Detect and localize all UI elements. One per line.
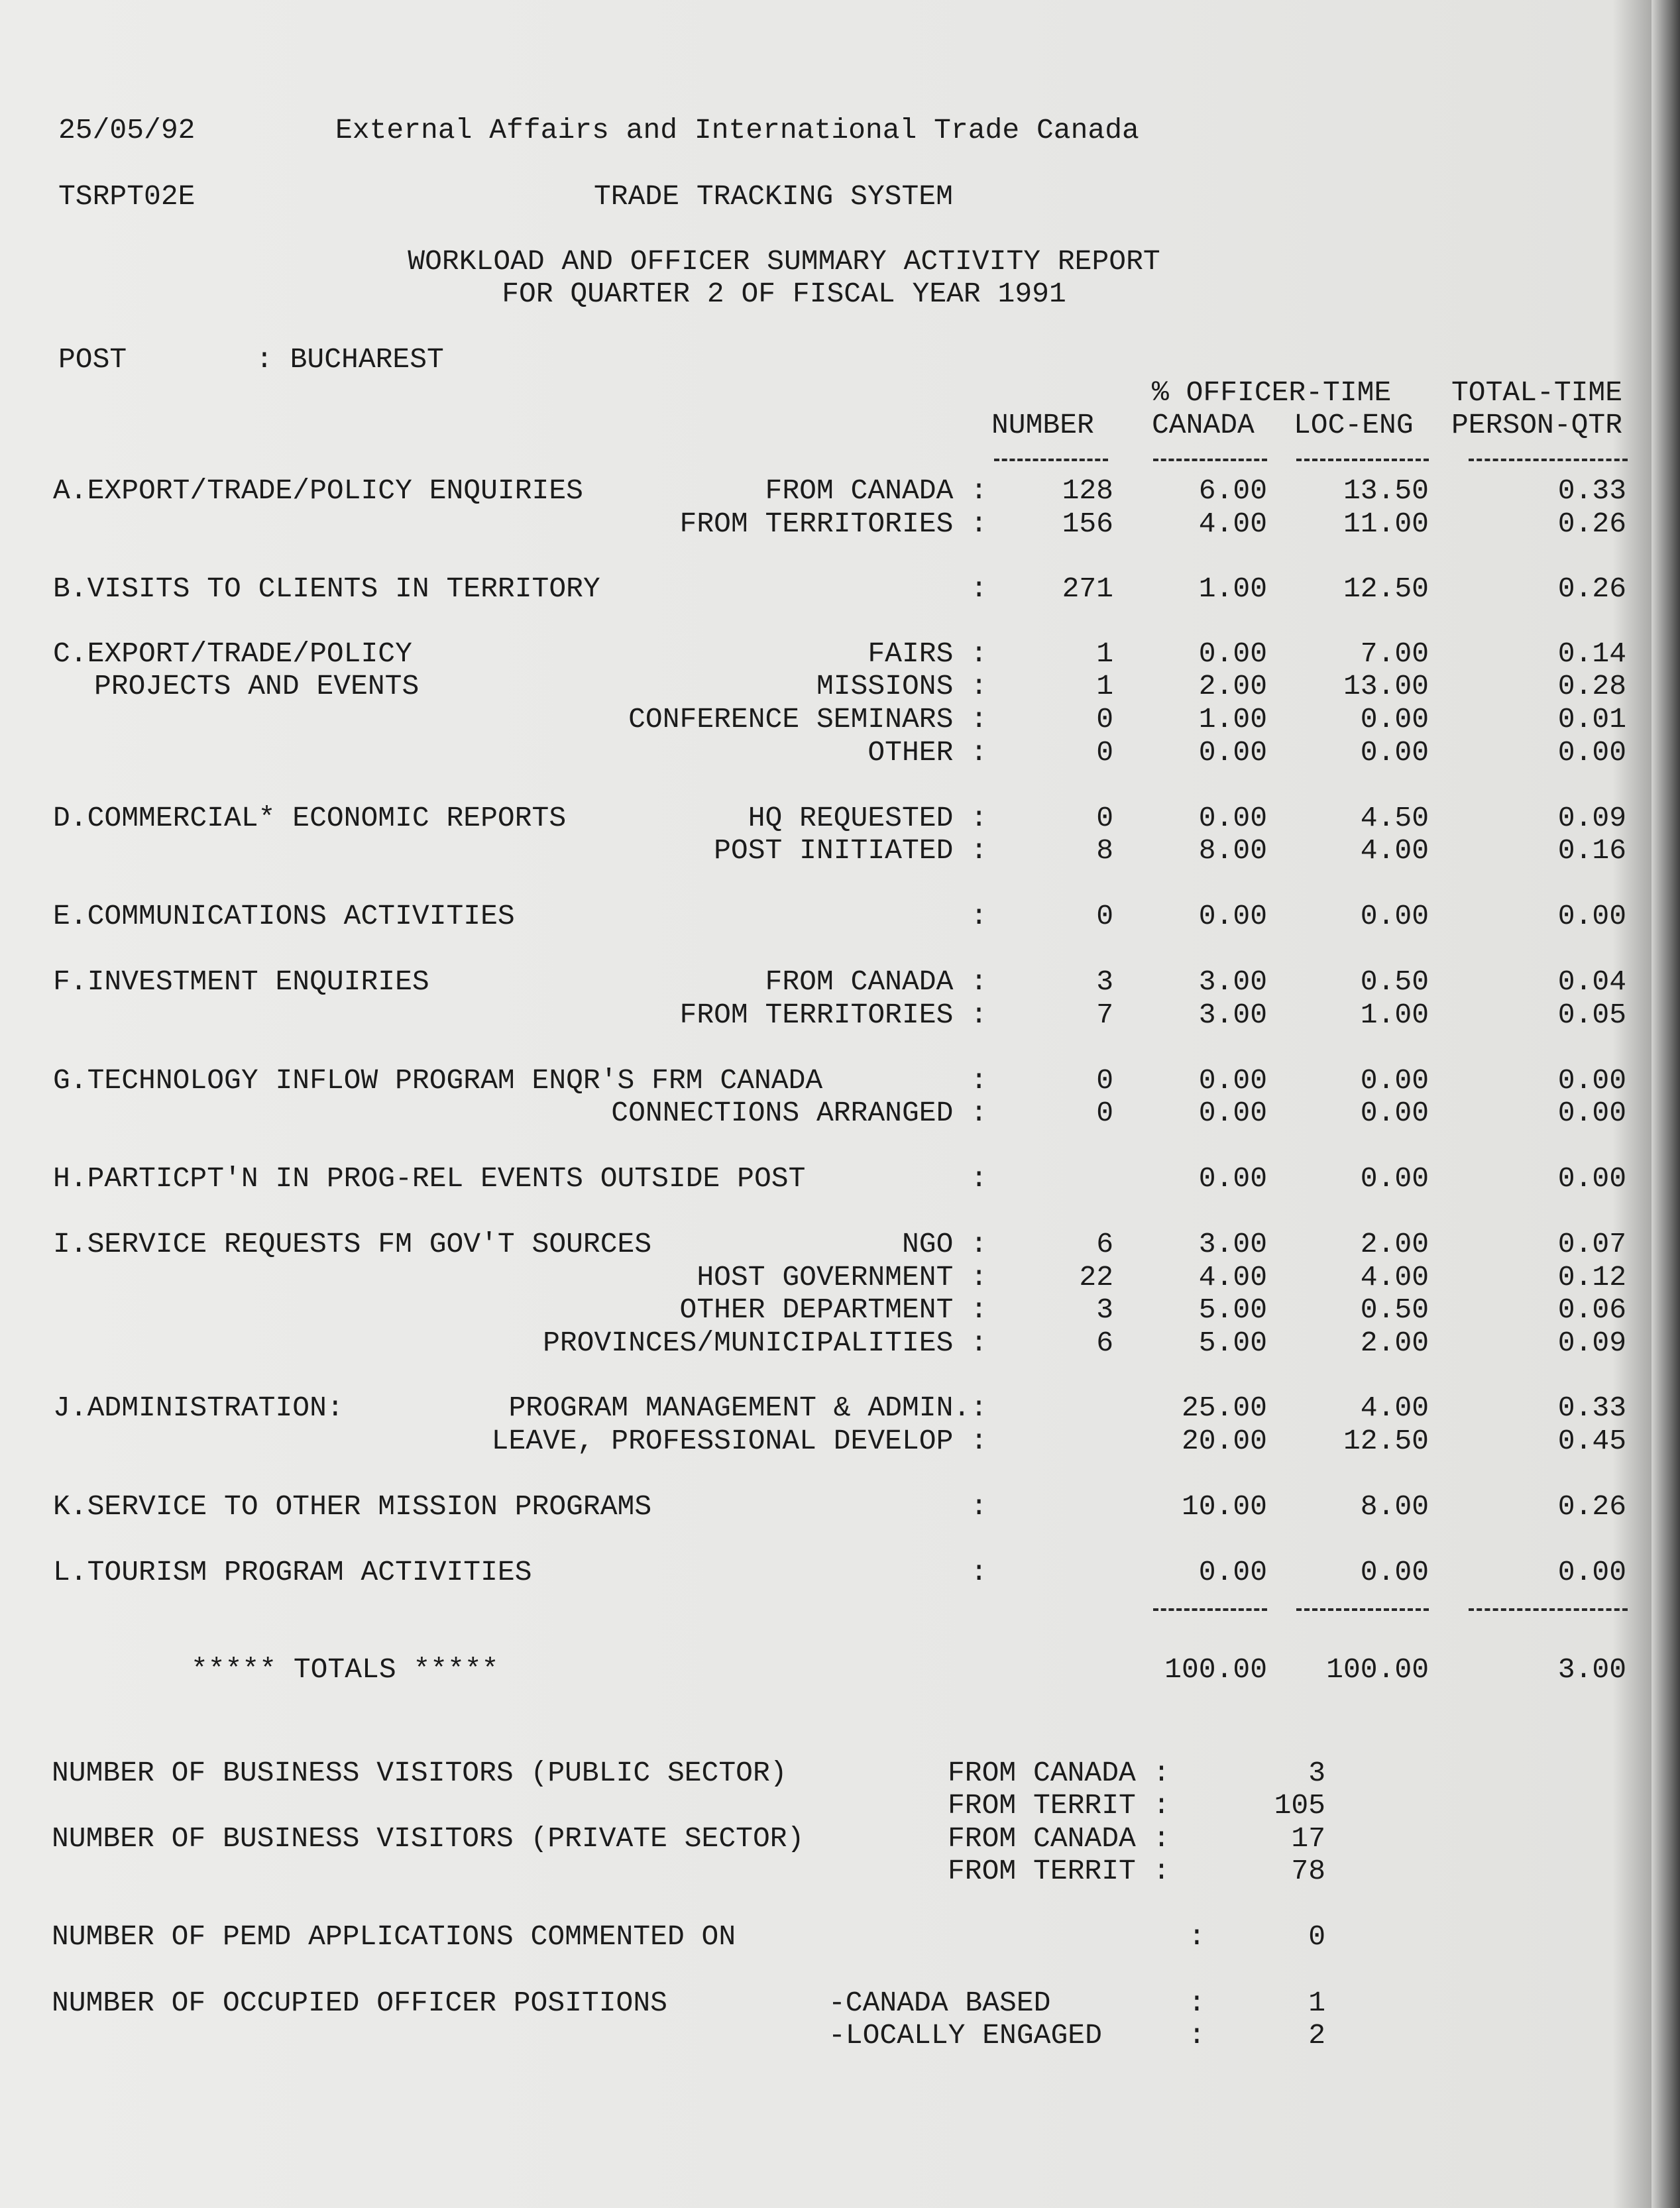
row-person-qtr: 0.00 <box>1557 1556 1626 1588</box>
totals-label: ***** TOTALS ***** <box>191 1653 499 1686</box>
row-loc-eng: 0.50 <box>1360 966 1429 998</box>
pemd-value: 0 <box>1308 1920 1325 1953</box>
row-label: MISSIONS : <box>816 670 987 702</box>
row-loc-eng: 0.00 <box>1360 736 1429 769</box>
row-person-qtr: 0.26 <box>1557 573 1626 605</box>
visitors-public-territ-label: FROM TERRIT : <box>948 1789 1170 1822</box>
officer-time-header: % OFFICER-TIME <box>1152 376 1392 409</box>
row-canada: 2.00 <box>1198 670 1267 702</box>
row-canada: 3.00 <box>1198 999 1267 1031</box>
header-rule <box>1469 459 1628 461</box>
row-number: 3 <box>1096 966 1113 998</box>
row-number: 0 <box>1096 1097 1113 1129</box>
row-canada: 1.00 <box>1198 703 1267 736</box>
row-label: FROM TERRITORIES : <box>679 508 987 540</box>
system-name: TRADE TRACKING SYSTEM <box>594 180 953 213</box>
row-canada: 0.00 <box>1198 1556 1267 1588</box>
row-number: 0 <box>1096 900 1113 932</box>
report-subtitle: FOR QUARTER 2 OF FISCAL YEAR 1991 <box>502 278 1066 310</box>
positions-canada-value: 1 <box>1308 1987 1325 2019</box>
row-loc-eng: 13.50 <box>1343 474 1429 507</box>
section-g-title: G.TECHNOLOGY INFLOW PROGRAM ENQR'S FRM CANADA <box>53 1064 823 1097</box>
section-h-title: H.PARTICPT'N IN PROG-REL EVENTS OUTSIDE POST <box>53 1162 806 1195</box>
visitors-private-territ-label: FROM TERRIT : <box>948 1855 1170 1887</box>
row-label: CONFERENCE SEMINARS : <box>628 703 987 736</box>
row-loc-eng: 0.00 <box>1360 900 1429 932</box>
row-loc-eng: 4.00 <box>1360 1261 1429 1294</box>
row-person-qtr: 0.33 <box>1557 1392 1626 1424</box>
row-person-qtr: 0.00 <box>1557 1064 1626 1097</box>
row-loc-eng: 0.50 <box>1360 1294 1429 1326</box>
row-loc-eng: 0.00 <box>1360 1097 1429 1129</box>
row-label: OTHER : <box>868 736 987 769</box>
row-label: NGO : <box>901 1228 987 1260</box>
row-number: 0 <box>1096 703 1113 736</box>
visitors-public-territ-value: 105 <box>1274 1789 1325 1822</box>
row-number: 128 <box>1062 474 1113 507</box>
row-loc-eng: 4.50 <box>1360 802 1429 834</box>
visitors-public-canada-value: 3 <box>1308 1757 1325 1789</box>
row-canada: 0.00 <box>1198 1097 1267 1129</box>
row-label: POST INITIATED : <box>714 834 987 867</box>
section-c-subtitle: PROJECTS AND EVENTS <box>94 670 420 702</box>
row-label: : <box>970 1556 987 1588</box>
row-label: : <box>970 1490 987 1523</box>
row-person-qtr: 0.01 <box>1557 703 1626 736</box>
row-person-qtr: 0.00 <box>1557 1162 1626 1195</box>
row-label: PROVINCES/MUNICIPALITIES : <box>543 1327 987 1359</box>
row-person-qtr: 0.09 <box>1557 802 1626 834</box>
header-rule <box>994 459 1108 461</box>
row-number: 0 <box>1096 1064 1113 1097</box>
row-canada: 6.00 <box>1198 474 1267 507</box>
report-title: WORKLOAD AND OFFICER SUMMARY ACTIVITY REPORT <box>408 245 1160 278</box>
row-loc-eng: 11.00 <box>1343 508 1429 540</box>
row-loc-eng: 8.00 <box>1360 1490 1429 1523</box>
row-canada: 0.00 <box>1198 637 1267 670</box>
visitors-private-canada-label: FROM CANADA : <box>948 1822 1170 1855</box>
row-person-qtr: 0.26 <box>1557 1490 1626 1523</box>
loc-eng-header: LOC-ENG <box>1294 409 1414 441</box>
row-canada: 20.00 <box>1181 1425 1267 1457</box>
row-canada: 0.00 <box>1198 1162 1267 1195</box>
row-canada: 0.00 <box>1198 1064 1267 1097</box>
row-number: 156 <box>1062 508 1113 540</box>
row-label: LEAVE, PROFESSIONAL DEVELOP : <box>491 1425 987 1457</box>
row-loc-eng: 0.00 <box>1360 1556 1429 1588</box>
row-person-qtr: 0.16 <box>1557 834 1626 867</box>
totals-person-qtr: 3.00 <box>1557 1653 1626 1686</box>
report-date: 25/05/92 <box>58 114 196 146</box>
row-person-qtr: 0.14 <box>1557 637 1626 670</box>
section-a-title: A.EXPORT/TRADE/POLICY ENQUIRIES <box>53 474 583 507</box>
row-canada: 4.00 <box>1198 508 1267 540</box>
totals-rule <box>1296 1608 1429 1611</box>
row-person-qtr: 0.00 <box>1557 736 1626 769</box>
total-time-header: TOTAL-TIME <box>1451 376 1623 409</box>
positions-local-label: -LOCALLY ENGAGED <box>828 2019 1102 2052</box>
row-loc-eng: 0.00 <box>1360 703 1429 736</box>
visitors-private-territ-value: 78 <box>1291 1855 1325 1887</box>
row-canada: 0.00 <box>1198 900 1267 932</box>
visitors-public-canada-label: FROM CANADA : <box>948 1757 1170 1789</box>
row-loc-eng: 0.00 <box>1360 1162 1429 1195</box>
section-i-title: I.SERVICE REQUESTS FM GOV'T SOURCES <box>53 1228 652 1260</box>
row-loc-eng: 1.00 <box>1360 999 1429 1031</box>
row-person-qtr: 0.12 <box>1557 1261 1626 1294</box>
row-person-qtr: 0.05 <box>1557 999 1626 1031</box>
row-person-qtr: 0.04 <box>1557 966 1626 998</box>
row-number: 0 <box>1096 736 1113 769</box>
row-canada: 25.00 <box>1181 1392 1267 1424</box>
row-loc-eng: 2.00 <box>1360 1228 1429 1260</box>
section-f-title: F.INVESTMENT ENQUIRIES <box>53 966 429 998</box>
totals-loc-eng: 100.00 <box>1326 1653 1429 1686</box>
row-person-qtr: 0.00 <box>1557 900 1626 932</box>
row-number: 0 <box>1096 802 1113 834</box>
positions-canada-colon: : <box>1188 1987 1205 2019</box>
row-number: 6 <box>1096 1327 1113 1359</box>
row-loc-eng: 7.00 <box>1360 637 1429 670</box>
page-edge-shadow <box>1652 0 1680 2208</box>
positions-canada-label: -CANADA BASED <box>828 1987 1051 2019</box>
row-person-qtr: 0.45 <box>1557 1425 1626 1457</box>
number-header: NUMBER <box>991 409 1094 441</box>
row-label: OTHER DEPARTMENT : <box>679 1294 987 1326</box>
row-label: HOST GOVERNMENT : <box>697 1261 987 1294</box>
section-k-title: K.SERVICE TO OTHER MISSION PROGRAMS <box>53 1490 652 1523</box>
row-loc-eng: 12.50 <box>1343 1425 1429 1457</box>
row-label: : <box>970 900 987 932</box>
canada-header: CANADA <box>1152 409 1255 441</box>
pemd-colon: : <box>1188 1920 1205 1953</box>
row-loc-eng: 4.00 <box>1360 1392 1429 1424</box>
row-number: 8 <box>1096 834 1113 867</box>
row-number: 1 <box>1096 670 1113 702</box>
visitors-private-canada-value: 17 <box>1291 1822 1325 1855</box>
pemd-label: NUMBER OF PEMD APPLICATIONS COMMENTED ON <box>52 1920 736 1953</box>
row-label: : <box>970 1064 987 1097</box>
totals-canada: 100.00 <box>1164 1653 1267 1686</box>
section-j-title: J.ADMINISTRATION: <box>53 1392 344 1424</box>
row-person-qtr: 0.00 <box>1557 1097 1626 1129</box>
row-canada: 1.00 <box>1198 573 1267 605</box>
post-label: POST <box>58 343 127 376</box>
row-loc-eng: 4.00 <box>1360 834 1429 867</box>
positions-local-colon: : <box>1188 2019 1205 2052</box>
row-loc-eng: 13.00 <box>1343 670 1429 702</box>
row-number: 7 <box>1096 999 1113 1031</box>
visitors-public-label: NUMBER OF BUSINESS VISITORS (PUBLIC SECTOR) <box>52 1757 787 1789</box>
row-loc-eng: 0.00 <box>1360 1064 1429 1097</box>
row-canada: 0.00 <box>1198 736 1267 769</box>
row-label: FROM CANADA : <box>765 474 987 507</box>
row-person-qtr: 0.09 <box>1557 1327 1626 1359</box>
section-l-title: L.TOURISM PROGRAM ACTIVITIES <box>53 1556 532 1588</box>
row-person-qtr: 0.28 <box>1557 670 1626 702</box>
section-e-title: E.COMMUNICATIONS ACTIVITIES <box>53 900 515 932</box>
section-c-title: C.EXPORT/TRADE/POLICY <box>53 637 412 670</box>
row-person-qtr: 0.26 <box>1557 508 1626 540</box>
row-number: 22 <box>1079 1261 1113 1294</box>
row-label: FROM CANADA : <box>765 966 987 998</box>
positions-label: NUMBER OF OCCUPIED OFFICER POSITIONS <box>52 1987 667 2019</box>
row-canada: 3.00 <box>1198 1228 1267 1260</box>
row-canada: 8.00 <box>1198 834 1267 867</box>
section-b-title: B.VISITS TO CLIENTS IN TERRITORY <box>53 573 600 605</box>
row-label: FAIRS : <box>868 637 987 670</box>
totals-rule <box>1469 1608 1628 1611</box>
row-number: 1 <box>1096 637 1113 670</box>
report-code: TSRPT02E <box>58 180 196 213</box>
row-canada: 3.00 <box>1198 966 1267 998</box>
header-rule <box>1153 459 1267 461</box>
positions-local-value: 2 <box>1308 2019 1325 2052</box>
row-number: 271 <box>1062 573 1113 605</box>
row-loc-eng: 12.50 <box>1343 573 1429 605</box>
row-label: : <box>970 573 987 605</box>
row-label: CONNECTIONS ARRANGED : <box>611 1097 987 1129</box>
row-label: FROM TERRITORIES : <box>679 999 987 1031</box>
post-value: : BUCHAREST <box>256 343 444 376</box>
row-loc-eng: 2.00 <box>1360 1327 1429 1359</box>
header-rule <box>1296 459 1429 461</box>
row-canada: 10.00 <box>1181 1490 1267 1523</box>
row-number: 3 <box>1096 1294 1113 1326</box>
row-person-qtr: 0.07 <box>1557 1228 1626 1260</box>
visitors-private-label: NUMBER OF BUSINESS VISITORS (PRIVATE SECTOR) <box>52 1822 805 1855</box>
row-person-qtr: 0.06 <box>1557 1294 1626 1326</box>
row-canada: 4.00 <box>1198 1261 1267 1294</box>
row-canada: 5.00 <box>1198 1294 1267 1326</box>
row-canada: 0.00 <box>1198 802 1267 834</box>
row-label: HQ REQUESTED : <box>748 802 987 834</box>
totals-rule <box>1153 1608 1267 1611</box>
person-qtr-header: PERSON-QTR <box>1451 409 1623 441</box>
row-label: : <box>970 1162 987 1195</box>
organization-name: External Affairs and International Trade Canada <box>335 114 1139 146</box>
row-canada: 5.00 <box>1198 1327 1267 1359</box>
row-number: 6 <box>1096 1228 1113 1260</box>
row-person-qtr: 0.33 <box>1557 474 1626 507</box>
section-d-title: D.COMMERCIAL* ECONOMIC REPORTS <box>53 802 567 834</box>
row-label: PROGRAM MANAGEMENT & ADMIN.: <box>508 1392 987 1424</box>
